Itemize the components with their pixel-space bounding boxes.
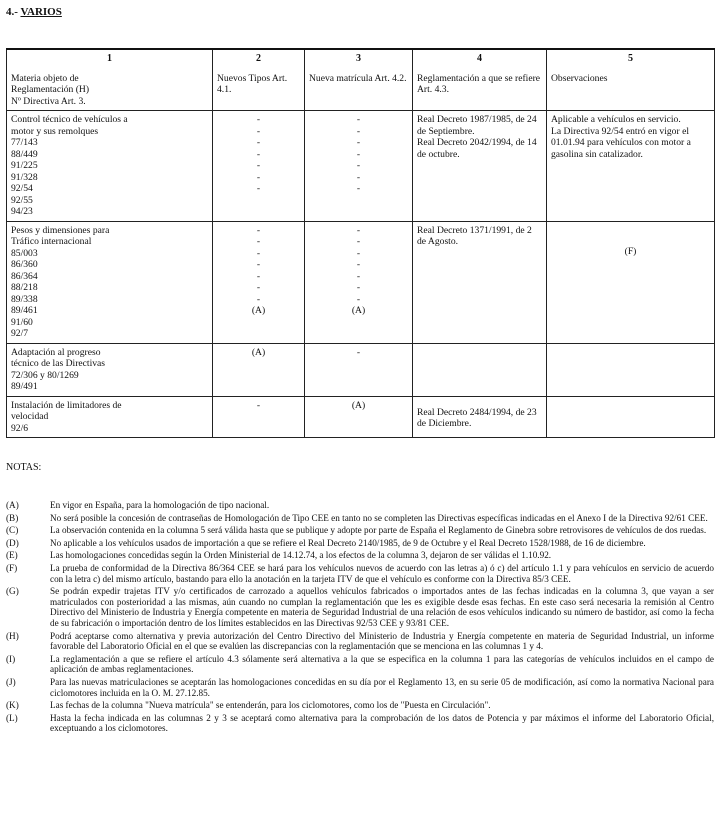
section-title	[6, 6, 62, 18]
directiva-item: 88/449	[11, 148, 38, 160]
directiva-item: 89/461	[11, 305, 38, 316]
note-item	[6, 586, 714, 628]
note-key: (J)	[6, 676, 16, 687]
observacion-item: (F)	[624, 245, 637, 257]
cell-observaciones	[547, 111, 715, 222]
reglamentacion-item: Real Decreto 2042/1994, de 14 de octubre.	[417, 137, 537, 160]
nueva-matricula-item: -	[356, 125, 361, 137]
nuevos-tipos-item: -	[256, 270, 261, 282]
col-number-1: 1	[107, 53, 112, 64]
nuevos-tipos-item: -	[256, 137, 261, 148]
cell-reglamentacion	[413, 396, 547, 438]
header-row	[7, 49, 715, 111]
directiva-list	[11, 248, 91, 340]
note-text: Las homologaciones concedidas según la Orden Ministerial de 14.12.74, a los efectos de la columna 3, dejaron de ser válidas el 1.10.92.	[50, 550, 552, 561]
directiva-list	[11, 137, 91, 218]
note-key: (D)	[6, 537, 19, 548]
cell-observaciones	[547, 396, 715, 438]
note-text: La prueba de conformidad de la Directiva 86/364 CEE se hará para los vehículos nuevos de acuerdo con las letras a) ó c) del artículo 1.1 y para vehículos en servicio de acuerdo con la letra c) del mismo artículo, bastando para ello la anotación en la tarjeta ITV de que el vehículo es conforme con la Directiva 85/3 CEE.	[50, 562, 714, 584]
note-item	[6, 677, 714, 698]
nueva-matricula-item: -	[356, 114, 361, 125]
note-item	[6, 538, 714, 549]
header-nuevos-tipos: Nuevos Tipos Art. 4.1.	[217, 72, 288, 95]
nuevos-tipos-item: -	[256, 125, 261, 137]
directiva-item: 77/143	[11, 137, 38, 148]
nuevos-tipos-item: -	[256, 247, 261, 259]
nuevos-tipos-item: -	[256, 148, 261, 160]
nueva-matricula-item: -	[356, 171, 361, 183]
table-row	[7, 343, 715, 396]
nuevos-tipos-item: -	[256, 224, 261, 236]
nuevos-tipos-item: -	[256, 183, 261, 194]
nueva-matricula-item: -	[356, 224, 361, 236]
note-item	[6, 550, 714, 561]
note-key: (A)	[6, 500, 19, 510]
cell-observaciones	[547, 343, 715, 396]
cell-reglamentacion	[413, 111, 547, 222]
directiva-item: 94/23	[11, 206, 33, 217]
observacion-item: La Directiva 92/54 entró en vigor el 01.01.94 para vehículos con motor a gasolina sin catalizador.	[551, 125, 691, 160]
cell-materia	[7, 343, 213, 396]
notes-list	[6, 500, 714, 736]
cell-nueva-matricula	[305, 396, 413, 438]
nueva-matricula-item: -	[356, 148, 361, 160]
nueva-matricula-item: -	[356, 137, 361, 148]
note-key: (F)	[6, 562, 18, 573]
note-text: La reglamentación a que se refiere el artículo 4.3 sólamente será alternativa a la que se especifica en la columna 1 para las categorías de vehículos incluidos en el campo de aplicación de ambas reglamentaciones.	[50, 653, 714, 675]
cell-nueva-matricula	[305, 111, 413, 222]
nuevos-tipos-item: -	[256, 282, 261, 293]
nuevos-tipos-item: -	[256, 399, 261, 411]
reglamentacion-item: Real Decreto 2484/1994, de 23 de Diciembre.	[417, 406, 537, 429]
directiva-list	[11, 381, 91, 393]
reglamentacion-item: Real Decreto 1987/1985, de 24 de Septiembre.	[417, 114, 537, 137]
nuevos-tipos-item: -	[256, 114, 261, 125]
materia-text: Control técnico de vehículos a motor y sus remolques	[11, 114, 128, 137]
notes-title: NOTAS:	[6, 462, 42, 473]
directiva-item: 86/364	[11, 270, 38, 282]
directiva-item: 85/003	[11, 247, 38, 259]
regulations-table	[6, 48, 715, 438]
note-item	[6, 654, 714, 675]
nueva-matricula-item: -	[356, 236, 361, 247]
directiva-item: 92/6	[11, 422, 29, 434]
directiva-item: 91/60	[11, 316, 33, 328]
note-item	[6, 525, 714, 536]
nuevos-tipos-item: -	[256, 293, 261, 305]
nueva-matricula-item: -	[356, 247, 361, 259]
nuevos-tipos-item: -	[256, 160, 261, 171]
cell-nueva-matricula	[305, 343, 413, 396]
section-number: 4.-	[6, 6, 18, 18]
table-row	[7, 221, 715, 343]
nuevos-tipos-item: -	[256, 259, 261, 270]
col-number-3: 3	[356, 53, 361, 64]
table-row	[7, 111, 715, 222]
header-reglamentacion: Reglamentación a que se refiere Art. 4.3.	[417, 72, 541, 95]
nueva-matricula-item: -	[356, 282, 361, 293]
directiva-list	[11, 423, 91, 435]
materia-text: Instalación de limitadores de velocidad	[11, 399, 122, 422]
cell-nueva-matricula	[305, 221, 413, 343]
cell-nuevos-tipos	[213, 111, 305, 222]
note-text: Las fechas de la columna "Nueva matrícula" se entenderán, para los ciclomotores, como los de "Puesta en Circulación".	[50, 700, 491, 711]
nueva-matricula-item: -	[356, 160, 361, 171]
table-row	[7, 396, 715, 438]
note-text: Podrá aceptarse como alternativa y previa autorización del Centro Directivo del Ministerio de Industria y Energía competente en materia de Seguridad Industrial, un informe favorable del Laboratorio Oficial en el que se evalúen las discrepancias con la reglamentación que se menciona en las columnas 1 y 4.	[50, 630, 714, 652]
note-key: (I)	[6, 653, 16, 664]
nueva-matricula-item: (A)	[351, 305, 366, 316]
directiva-item: 92/55	[11, 194, 33, 206]
col-number-5: 5	[628, 53, 633, 64]
note-key: (H)	[6, 630, 19, 641]
cell-materia	[7, 111, 213, 222]
directiva-item: 91/225	[11, 160, 38, 171]
note-key: (C)	[6, 525, 19, 536]
materia-text: Pesos y dimensiones para Tráfico internacional	[11, 224, 110, 247]
nueva-matricula-item: -	[356, 259, 361, 270]
nueva-matricula-item: -	[356, 346, 361, 358]
directiva-item: 86/360	[11, 259, 38, 270]
note-item	[6, 513, 714, 524]
header-col-5	[547, 49, 715, 111]
col-number-4: 4	[477, 53, 482, 64]
nuevos-tipos-item: -	[256, 236, 261, 247]
nueva-matricula-item: -	[356, 183, 361, 194]
cell-reglamentacion	[413, 343, 547, 396]
header-nueva-matricula: Nueva matrícula Art. 4.2.	[309, 72, 407, 84]
cell-materia	[7, 221, 213, 343]
note-text: Hasta la fecha indicada en las columnas 2 y 3 se aceptará como alternativa para la comprobación de los datos de Potencia y par máximos el informe del Laboratorio Oficial, exceptuando a los ciclomotores.	[50, 712, 714, 734]
header-directiva: Nº Directiva Art. 3.	[11, 95, 86, 107]
cell-reglamentacion	[413, 221, 547, 343]
nuevos-tipos-item: -	[256, 171, 261, 183]
note-text: La observación contenida en la columna 5 será válida hasta que se publique y adopte por parte de España el Reglamento de Ginebra sobre retrovisores de vehículos de dos ruedas.	[50, 525, 707, 536]
cell-nuevos-tipos	[213, 396, 305, 438]
note-item	[6, 500, 714, 511]
col-number-2: 2	[256, 53, 261, 64]
note-key: (G)	[6, 586, 19, 597]
note-item	[6, 700, 714, 711]
note-text: No aplicable a los vehículos usados de importación a que se refiere el Real Decreto 2140/1985, de 9 de Octubre y el Real Decreto 1528/1988, de 16 de diciembre.	[50, 537, 646, 548]
note-key: (B)	[6, 512, 19, 523]
directiva-item: 91/328	[11, 171, 38, 183]
header-materia: Materia objeto de Reglamentación (H)	[11, 72, 90, 95]
nueva-matricula-item: (A)	[351, 399, 366, 411]
note-text: Se podrán expedir trajetas ITV y/o certificados de carrozado a aquellos vehículos fabricados o importados antes de las fechas indicadas en la columna 3, que vayan a ser matriculados con posterioridad a las mismas, aún cuando no cumplan la reglamentación que les es exigible desde esas fechas. En este caso será necesaria la remisión al Centro Directivo del Ministerio de Industria y Energía competente en materia de Seguridad Industrial de una relación de esos vehículos indicando su número de bastidor, así como la fecha de su fabricación o importación dentro de los límites establecidos en las Directivas 92/53 CEE y 93/81 CEE.	[50, 586, 714, 628]
note-text: No será posible la concesión de contraseñas de Homologación de Tipo CEE en tanto no se completen las Directivas específicas indicadas en el Anexo I de la Directiva 92/61 CEE.	[50, 512, 708, 523]
nueva-matricula-item: -	[356, 293, 361, 305]
note-key: (K)	[6, 700, 19, 711]
header-col-2	[213, 49, 305, 111]
section-name: VARIOS	[20, 6, 62, 18]
note-text: En vigor en España, para la homologación de tipo nacional.	[50, 500, 270, 510]
cell-nuevos-tipos	[213, 221, 305, 343]
header-observaciones: Observaciones	[551, 72, 608, 84]
nuevos-tipos-item: (A)	[251, 305, 266, 316]
header-col-3	[305, 49, 413, 111]
directiva-item: 92/54	[11, 183, 33, 194]
note-item	[6, 713, 714, 734]
header-col-4	[413, 49, 547, 111]
directiva-item: 89/491	[11, 381, 38, 392]
cell-nuevos-tipos	[213, 343, 305, 396]
cell-observaciones	[547, 221, 715, 343]
nuevos-tipos-item: (A)	[251, 346, 266, 358]
reglamentacion-item: Real Decreto 1371/1991, de 2 de Agosto.	[417, 224, 532, 247]
note-item	[6, 563, 714, 584]
directiva-item: 92/7	[11, 328, 29, 339]
directiva-item: 89/338	[11, 293, 38, 305]
note-item	[6, 631, 714, 652]
note-key: (E)	[6, 550, 18, 561]
cell-materia	[7, 396, 213, 438]
nueva-matricula-item: -	[356, 270, 361, 282]
note-key: (L)	[6, 712, 18, 723]
header-col-1	[7, 49, 213, 111]
observacion-item: Aplicable a vehículos en servicio.	[551, 114, 681, 125]
note-text: Para las nuevas matriculaciones se aceptarán las homologaciones concedidas en su día por el Reglamento 13, en su serie 05 de modificación, así como la normativa Nacional para ciclomotores incluida en la O. M. 27.12.85.	[50, 676, 714, 698]
materia-text: Adaptación al progreso técnico de las Directivas 72/306 y 80/1269	[11, 346, 106, 381]
directiva-item: 88/218	[11, 282, 38, 293]
